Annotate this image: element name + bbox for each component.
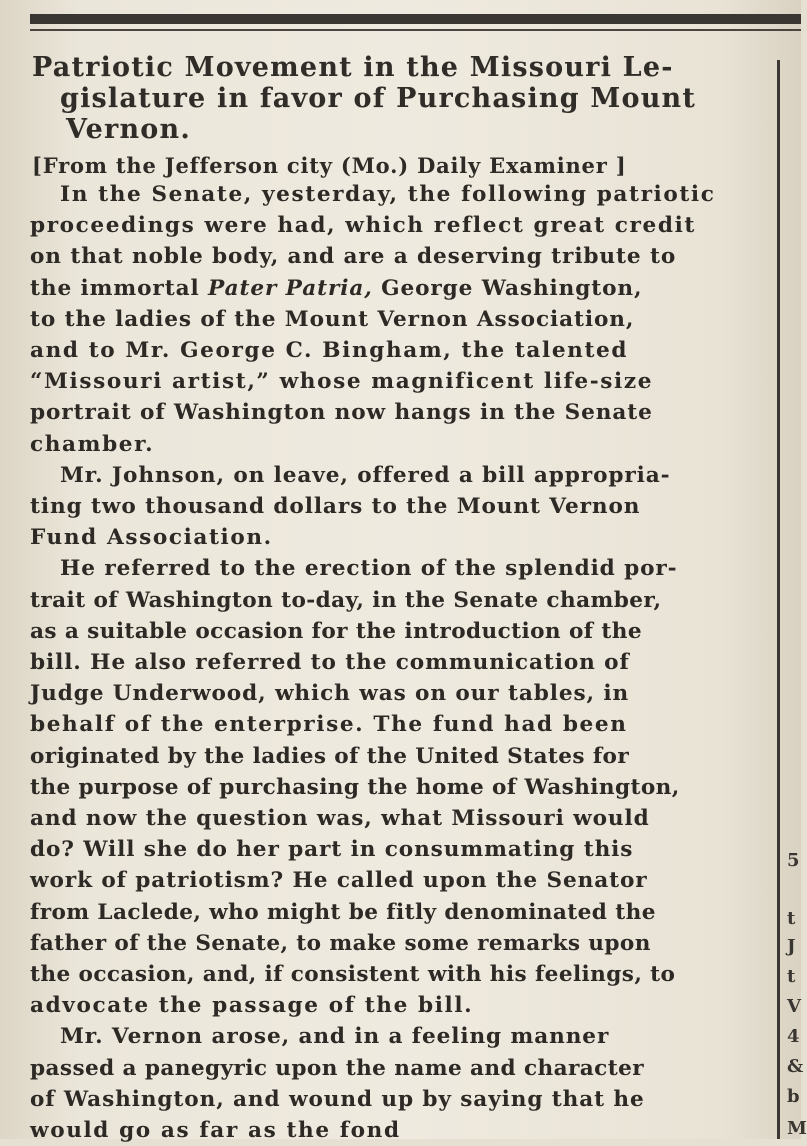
text-line: Fund Association. xyxy=(30,525,273,551)
text-line: on that noble body, and are a deserving tribute to xyxy=(30,244,677,270)
text-line: father of the Senate, to make some remarks upon xyxy=(30,930,651,956)
fragment-char: J xyxy=(787,936,796,957)
text-line: Mr. Vernon arose, and in a feeling manner xyxy=(60,1024,610,1050)
text-line: and to Mr. George C. Bingham, the talented xyxy=(30,338,629,364)
text-line: the occasion, and, if consistent with his feelings, to xyxy=(30,962,676,988)
text-line: Mr. Johnson, on leave, offered a bill appropria- xyxy=(60,462,671,488)
adjacent-column-fragment xyxy=(785,60,807,1139)
text-line: as a suitable occasion for the introduction of the xyxy=(30,618,642,644)
text-line: Judge Underwood, which was on our tables, in xyxy=(30,681,630,707)
text-fragment: the immortal xyxy=(30,275,200,301)
paragraph-johnson-bill xyxy=(30,460,770,554)
article xyxy=(30,52,770,1146)
text-line: He referred to the erection of the splendid por- xyxy=(60,556,678,582)
headline-line: Patriotic Movement in the Missouri Le- xyxy=(32,52,674,83)
text-line: would go as far as the fond xyxy=(30,1118,401,1144)
text-line: “Missouri artist,” whose magnificent life-size xyxy=(30,369,654,395)
fragment-char: & xyxy=(787,1056,804,1077)
fragment-char: t xyxy=(787,966,796,987)
text-line: to the ladies of the Mount Vernon Association, xyxy=(30,306,635,332)
source-credit: [From the Jefferson city (Mo.) Daily Examiner ] xyxy=(32,153,627,178)
text-line: the purpose of purchasing the home of Washington, xyxy=(30,774,680,800)
text-line: In the Senate, yesterday, the following patriotic xyxy=(60,182,716,207)
column-divider xyxy=(777,60,780,1139)
fragment-char: 4 xyxy=(787,1026,800,1047)
text-line: ting two thousand dollars to the Mount Vernon xyxy=(30,494,641,520)
top-border-thick xyxy=(30,14,801,24)
text-line: passed a panegyric upon the name and character xyxy=(30,1055,644,1081)
text-line: portrait of Washington now hangs in the Senate xyxy=(30,400,653,426)
paragraph-senate-proceedings xyxy=(30,179,770,460)
headline-line: Vernon. xyxy=(66,114,191,145)
text-line: work of patriotism? He called upon the Senator xyxy=(30,868,648,894)
text-fragment: George Washington, xyxy=(381,275,643,301)
paragraph-vernon xyxy=(30,1021,770,1146)
text-line: chamber. xyxy=(30,431,155,457)
fragment-char: V xyxy=(787,996,801,1017)
text-line: from Laclede, who might be fitly denominated the xyxy=(30,899,656,925)
fragment-char: 5 xyxy=(787,850,800,871)
top-border-thin xyxy=(30,29,801,31)
paragraph-referred xyxy=(30,553,770,1021)
text-line: bill. He also referred to the communication of xyxy=(30,650,630,676)
italic-phrase: Pater Patria, xyxy=(208,275,373,301)
text-line: advocate the passage of the bill. xyxy=(30,993,474,1019)
text-line: and now the question was, what Missouri would xyxy=(30,806,650,832)
fragment-char: t xyxy=(787,908,796,929)
text-line: proceedings were had, which reflect great credit xyxy=(30,213,696,239)
text-line xyxy=(30,273,770,304)
fragment-char: b xyxy=(787,1086,800,1107)
text-line: trait of Washington to-day, in the Senate chamber, xyxy=(30,587,662,613)
headline-line: gislature in favor of Purchasing Mount xyxy=(60,83,697,114)
headline xyxy=(30,52,770,145)
text-line: of Washington, and wound up by saying that he xyxy=(30,1086,645,1112)
text-line: do? Will she do her part in consummating this xyxy=(30,837,634,863)
fragment-char: M xyxy=(787,1118,807,1139)
text-line: originated by the ladies of the United States for xyxy=(30,743,630,769)
text-line: behalf of the enterprise. The fund had been xyxy=(30,712,628,738)
